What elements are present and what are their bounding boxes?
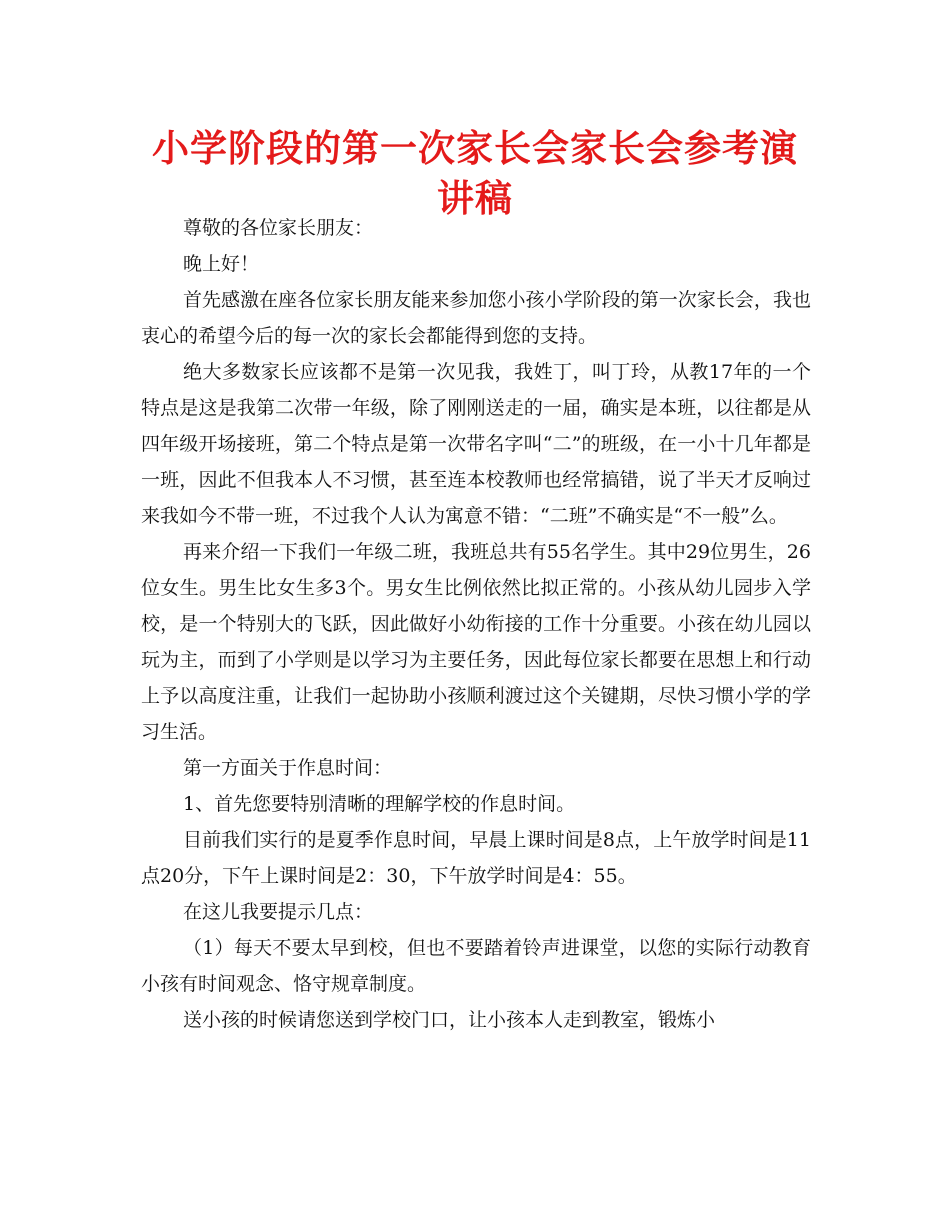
document-title: 小学阶段的第一次家长会家长会参考演讲稿: [152, 127, 798, 220]
schedule-item-1: 1、首先您要特别清晰的理解学校的作息时间。: [183, 793, 576, 815]
greeting: 尊敬的各位家长朋友：: [183, 217, 374, 239]
salutation: 晚上好！: [183, 253, 260, 275]
section-heading-schedule: 第一方面关于作息时间：: [183, 757, 393, 779]
paragraph-thanks: 首先感激在座各位家长朋友能来参加您小孩小学阶段的第一次家长会，我也衷心的希望今后的每一次的家长会都能得到您的支持。: [141, 289, 811, 347]
paragraph-introduction: 绝大多数家长应该都不是第一次见我，我姓丁，叫丁玲，从教17年的一个特点是这是我第二次带一年级，除了刚刚送走的一届，确实是本班，以往都是从四年级开场接班，第二个特点是第一次带名字叫“二”的班级，在一小十几年都是一班，因此不但我本人不习惯，甚至连本校教师也经常搞错，说了半天才反响过来我如今不带一班，不过我个人认为寓意不错：“二班”不确实是“不一般”么。: [141, 361, 811, 527]
document-body: [141, 210, 811, 1038]
paragraph-reminders-intro: 在这儿我要提示几点：: [183, 901, 374, 923]
paragraph-schedule-times: 目前我们实行的是夏季作息时间，早晨上课时间是8点，上午放学时间是11点20分，下午上课时间是2：30，下午放学时间是4：55。: [141, 829, 811, 887]
reminder-item-1: （1）每天不要太早到校，但也不要踏着铃声进课堂，以您的实际行动教育小孩有时间观念、恪守规章制度。: [141, 937, 811, 995]
paragraph-drop-off: 送小孩的时候请您送到学校门口，让小孩本人走到教室，锻炼小: [183, 1009, 716, 1031]
paragraph-class-info: 再来介绍一下我们一年级二班，我班总共有55名学生。其中29位男生，26位女生。男生比女生多3个。男女生比例依然比拟正常的。小孩从幼儿园步入学校，是一个特别大的飞跃，因此做好小幼衔接的工作十分重要。小孩在幼儿园以玩为主，而到了小学则是以学习为主要任务，因此每位家长都要在思想上和行动上予以高度注重，让我们一起协助小孩顺利渡过这个关键期，尽快习惯小学的学习生活。: [141, 541, 811, 743]
